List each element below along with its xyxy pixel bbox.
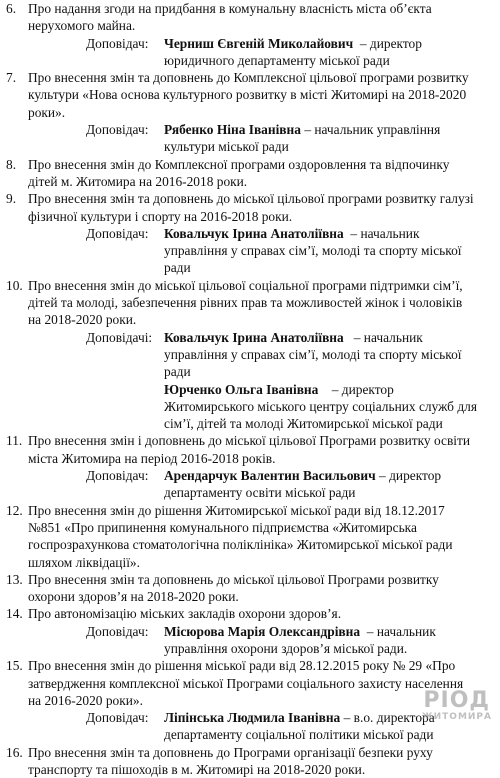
item-text-line: Про внесення змін до рішення міської ради від 28.12.2015 року № 29 «Про [28,658,456,674]
speaker-block [86,225,494,277]
watermark-text-bottom: ЖИТОМИРА [421,711,492,722]
item-number: 9. [6,191,17,207]
item-number: 8. [6,156,17,172]
watermark-text-top: РІОД [423,688,490,713]
item-text-line: на 2018-2020 роки. [28,312,137,328]
agenda-item-8 [6,156,494,191]
speaker-position: – начальник [353,329,423,345]
speaker-name: Арендарчук Валентин Васильович [164,468,376,484]
speaker-position: – директор [379,468,442,484]
speaker-block [86,329,494,381]
speaker-position: юридичного департаменту міської ради [164,52,390,68]
speaker-position: департаменту освіти міської ради [164,485,356,501]
item-text-line: Про автономізацію міських закладів охорони здоров’я. [28,606,342,622]
item-text-line: Про внесення змін та доповнень до Комплексної цільової програми розвитку [28,70,469,86]
watermark-logo [408,688,494,726]
speaker-name: Черниш Євгеній Миколайович [164,35,354,51]
speaker-name: Ковальчук Ірина Анатоліївна [164,225,344,241]
speaker-label: Доповідач: [86,225,149,241]
speaker-position: – начальник управління [304,122,441,138]
agenda-item-13 [6,571,494,606]
item-text-line: культури «Нова основа культурного розвитку в місті Житомирі на 2018-2020 [28,87,467,103]
agenda-item-14 [6,605,494,622]
document-page [6,0,494,778]
item-text-line: Про внесення змін до Комплексної програми оздоровлення та відпочинку [28,156,450,172]
speaker-block [86,35,494,70]
agenda-item-11 [6,432,494,467]
item-text-line: дітей та молоді, забезпечення рівних прав та можливостей жінок і чоловіків [28,295,463,311]
speaker-label: Доповідач: [86,623,149,639]
item-text-line: госпрозрахункова стоматологічна поліклініка» Житомирської міської ради [28,537,453,553]
speaker-label: Доповідач: [86,122,149,138]
item-text-line: Про внесення змін та доповнень до міської цільової програми розвитку галузі [28,191,474,207]
item-text-line: на 2016-2020 роки». [28,692,143,708]
speaker-position: – директор [331,381,394,397]
speaker-label: Доповідачі: [86,329,153,345]
speaker-name: Ліпінська Людмила Іванівна [164,710,341,726]
speaker-label: Доповідач: [86,710,149,726]
speaker-name: Місюрова Марія Олександрівна [164,623,361,639]
speaker-position: управління охорони здоров’я міської ради. [164,640,408,656]
agenda-item-12 [6,502,494,571]
speaker-block [164,381,494,433]
item-text-line: транспорту та пішоходів в м. Житомирі на 2018-2020 роки. [28,762,366,778]
item-text-line: фізичної культури і спорту на 2016-2018 роки. [28,208,293,224]
item-text-line: Про надання згоди на придбання в комунальну власність міста об’єкта [28,1,432,16]
speaker-position: сім’ї, дітей та молоді Житомирської міської ради [164,416,443,432]
speaker-name: Рябенко Ніна Іванівна [164,122,301,138]
item-text-line: Про внесення змін та доповнень до Програми організації безпеки руху [28,744,433,760]
speaker-position: ради [164,364,191,380]
item-text-line: затвердження комплексної міської Програми соціального захисту населення [28,675,464,691]
item-number: 15. [6,658,23,674]
speaker-label: Доповідач: [86,35,149,51]
item-text-line: шляхом ліквідації». [28,554,140,570]
item-text-line: охорони здоров’я на 2018-2020 роки. [28,589,239,605]
speaker-position: Житомирського міського центру соціальних служб для [164,398,477,414]
item-text-line: Про внесення змін до міської цільової соціальної програми підтримки сім’ї, [28,277,463,293]
speaker-position: – начальник [350,225,420,241]
agenda-item-7 [6,69,494,121]
speaker-position: – начальник [366,623,436,639]
speaker-block [86,121,494,156]
speaker-position: – в.о. директора [343,710,435,726]
item-number: 14. [6,606,23,622]
item-text-line: міста Житомира на період 2016-2018 років. [28,450,276,466]
item-text-line: Про внесення змін і доповнень до міської цільової Програми розвитку освіти [28,433,471,449]
item-text-line: дітей м. Житомира на 2016-2018 роки. [28,173,248,189]
item-number: 12. [6,502,23,518]
item-number: 11. [6,433,23,449]
agenda-item-9 [6,190,494,225]
speaker-position: ради [164,260,191,276]
item-text-line: роки». [28,104,66,120]
speaker-name: Юрченко Ольга Іванівна [164,381,319,397]
speaker-block [86,623,494,658]
speaker-label: Доповідач: [86,468,149,484]
item-number: 10. [6,277,23,293]
speaker-position: управління у справах сім’ї, молоді та спорту міської [164,243,462,259]
item-text-line: Про внесення змін та доповнень до міської цільової Програми розвитку [28,571,439,587]
speaker-position: управління у справах сім’ї, молоді та спорту міської [164,346,462,362]
agenda-item-16 [6,744,494,778]
speaker-position: департаменту соціальної політики міської ради [164,727,434,743]
speaker-block [86,467,494,502]
item-text-line: №851 «Про припинення комунального підприємства «Житомирська [28,519,417,535]
agenda-item-6 [6,0,494,35]
item-number: 7. [6,70,17,86]
item-text-line: нерухомого майна. [28,18,136,34]
item-text-line: Про внесення змін до рішення Житомирської міської ради від 18.12.2017 [28,502,445,518]
speaker-position: культури міської ради [164,139,289,155]
speaker-name: Ковальчук Ірина Анатоліївна [164,329,344,345]
item-number: 16. [6,744,23,760]
item-number: 6. [6,1,17,16]
speaker-position: – директор [359,35,422,51]
item-number: 13. [6,571,23,587]
agenda-item-10 [6,277,494,329]
